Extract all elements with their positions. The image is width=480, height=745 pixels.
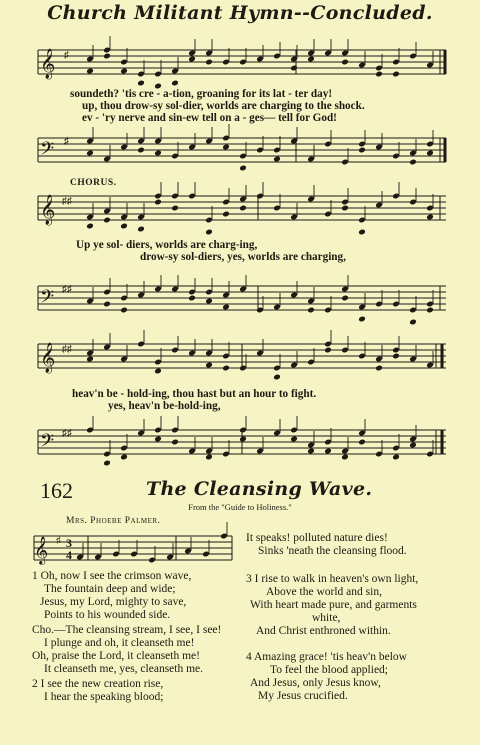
note-head xyxy=(205,59,213,66)
verse-3: 3 I rise to walk in heaven's own light, Above the world and sin, With heart made pure, and garments white, And Christ enthroned within. xyxy=(246,573,419,637)
note-head xyxy=(154,436,162,443)
note-head xyxy=(341,454,349,461)
note-head xyxy=(137,80,145,87)
hymn-source: From the "Guide to Holiness." xyxy=(188,502,292,512)
note-head xyxy=(358,147,366,154)
svg-text:𝄢: 𝄢 xyxy=(40,138,55,163)
note-head xyxy=(120,68,128,75)
note-head xyxy=(86,150,94,157)
note-head xyxy=(341,295,349,302)
page-title: Church Militant Hymn--Concluded. xyxy=(47,2,433,24)
note-head xyxy=(290,436,298,443)
note-head xyxy=(273,156,281,163)
note-head xyxy=(86,356,94,363)
note-head xyxy=(205,454,213,461)
notes-system-1 xyxy=(86,36,434,89)
note-head xyxy=(205,362,213,369)
note-head xyxy=(188,295,196,302)
music-staff-system-1-bass xyxy=(0,128,480,178)
note-head xyxy=(426,307,434,314)
note-head xyxy=(103,460,111,467)
note-head xyxy=(103,301,111,308)
note-head xyxy=(239,436,247,443)
svg-text:♯: ♯ xyxy=(64,50,69,61)
note-head xyxy=(222,304,230,311)
note-head xyxy=(341,205,349,212)
note-head xyxy=(239,165,247,172)
note-head xyxy=(171,80,179,87)
hymn-author: Mrs. Phoebe Palmer. xyxy=(66,516,161,526)
note-head xyxy=(409,442,417,449)
music-staff-system-2-treble xyxy=(0,182,480,242)
verse-2-continued: It speaks! polluted nature dies! Sinks 'neath the cleansing flood. xyxy=(246,532,407,557)
svg-text:♯♯: ♯♯ xyxy=(62,284,72,295)
note-head xyxy=(392,71,400,78)
note-head xyxy=(392,454,400,461)
svg-text:𝄞: 𝄞 xyxy=(40,343,56,372)
note-head xyxy=(188,56,196,63)
note-head xyxy=(358,229,366,236)
note-head xyxy=(137,226,145,233)
note-head xyxy=(375,71,383,78)
note-head xyxy=(358,316,366,323)
svg-text:𝄢: 𝄢 xyxy=(40,286,55,311)
note-head xyxy=(222,365,230,372)
verse-1: 1 Oh, now I see the crimson wave, The fountain deep and wide; Jesus, my Lord, mighty to save, Points to his wounded side. xyxy=(32,570,192,621)
time-signature-top: 3 xyxy=(66,536,72,550)
note-head xyxy=(120,307,128,314)
note-head xyxy=(273,374,281,381)
music-staff-system-1-treble xyxy=(0,36,480,96)
note-head xyxy=(154,150,162,157)
svg-text:𝄞: 𝄞 xyxy=(40,49,56,78)
note-head xyxy=(324,347,332,354)
svg-text:𝄞: 𝄞 xyxy=(34,538,49,564)
note-head xyxy=(290,65,298,72)
svg-text:♯♯: ♯♯ xyxy=(62,196,72,207)
lyric-line: yes, heav'n be-hold-ing, xyxy=(108,400,221,412)
note-head xyxy=(86,68,94,75)
note-head xyxy=(154,199,162,206)
note-head xyxy=(222,144,230,151)
note-head xyxy=(222,211,230,218)
note-head xyxy=(358,439,366,446)
verse-4: 4 Amazing grace! 'tis heav'n below To feel the blood applied; And Jesus, only Jesus know, My Jesus crucified. xyxy=(246,651,407,702)
music-staff-system-3-treble xyxy=(0,330,480,390)
hymn-number: 162 xyxy=(40,478,73,503)
note-head xyxy=(409,159,417,166)
note-head xyxy=(120,454,128,461)
note-head xyxy=(86,223,94,230)
svg-text:♯: ♯ xyxy=(64,136,69,147)
svg-text:𝄢: 𝄢 xyxy=(40,430,55,455)
music-staff-hymn-162 xyxy=(0,526,480,570)
lyric-line: ev - 'ry nerve and sin-ew tell on a - ges— tell for God! xyxy=(82,112,337,124)
note-head xyxy=(324,448,332,455)
note-head xyxy=(307,448,315,455)
note-head xyxy=(426,150,434,157)
note-head xyxy=(205,298,213,305)
note-head xyxy=(171,439,179,446)
svg-text:♯: ♯ xyxy=(56,535,61,545)
lyric-line: soundeth? 'tis cre - a-tion, groaning for its lat - ter day! xyxy=(70,88,333,100)
verse-2: 2 I see the new creation rise, I hear the speaking blood; xyxy=(32,678,164,703)
note-head xyxy=(307,56,315,63)
note-head xyxy=(205,229,213,236)
note-head xyxy=(375,365,383,372)
note-head xyxy=(103,217,111,224)
music-staff-system-3-bass xyxy=(0,420,480,470)
svg-text:♯♯: ♯♯ xyxy=(62,344,72,355)
music-staff-system-2-bass xyxy=(0,276,480,326)
note-head xyxy=(171,205,179,212)
note-head xyxy=(341,59,349,66)
note-head xyxy=(392,353,400,360)
svg-text:𝄞: 𝄞 xyxy=(40,195,56,224)
svg-text:♯♯: ♯♯ xyxy=(62,428,72,439)
note-head xyxy=(426,214,434,221)
lyric-line: Up ye sol- diers, worlds are charg-ing, xyxy=(76,239,258,251)
lyric-line: heav'n be - hold-ing, thou hast but an hour to fight. xyxy=(72,388,317,400)
note-head xyxy=(307,307,315,314)
note-head xyxy=(154,368,162,375)
note-head xyxy=(137,147,145,154)
lyric-line: up, thou drow-sy sol-dier, worlds are charging to the shock. xyxy=(82,100,365,112)
lyric-line: drow-sy sol-diers, yes, worlds are charging, xyxy=(140,251,346,263)
time-signature-bottom: 4 xyxy=(66,548,72,562)
note-head xyxy=(239,205,247,212)
note-head xyxy=(103,53,111,60)
chorus-label: CHORUS. xyxy=(70,178,117,188)
hymn-title: The Cleansing Wave. xyxy=(146,478,373,500)
note-head xyxy=(120,223,128,230)
chorus-text: Cho.—The cleansing stream, I see, I see! I plunge and oh, it cleanseth me! Oh, praise the Lord, it cleanseth me! It cleanseth me, yes, cleanseth me. xyxy=(32,624,222,675)
note-head xyxy=(409,319,417,326)
